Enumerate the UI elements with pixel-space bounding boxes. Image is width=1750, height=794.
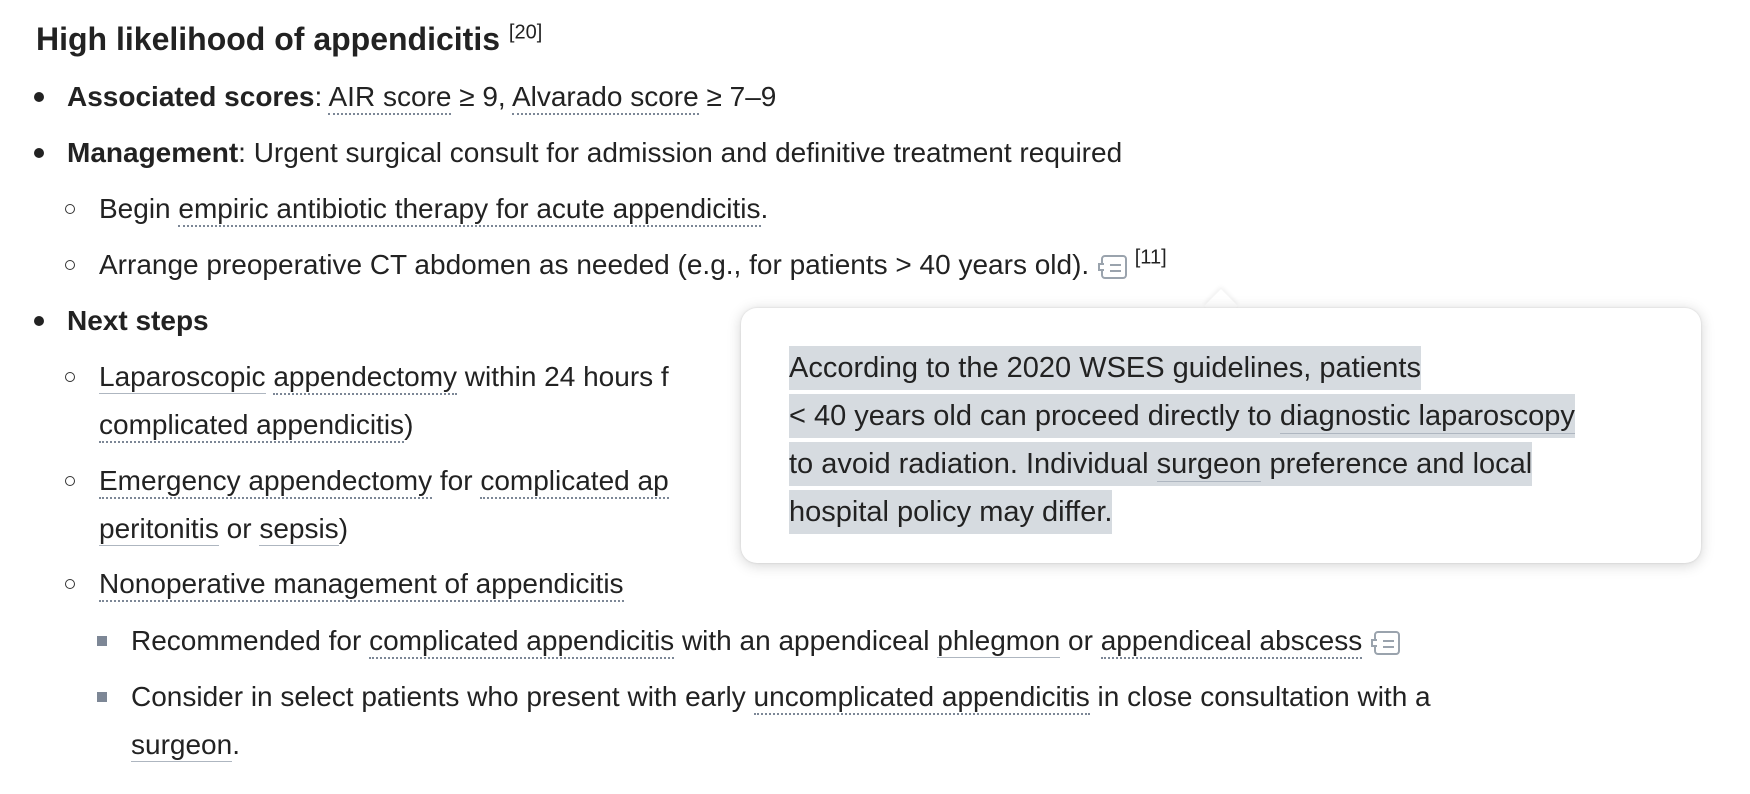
- popover-line-2-pre: < 40 years old can proceed directly to: [789, 400, 1280, 432]
- link-laparoscopic[interactable]: Laparoscopic: [99, 361, 266, 392]
- antibiotics-pre: Begin: [99, 193, 179, 224]
- link-complicated-appendicitis[interactable]: complicated ap: [480, 465, 668, 499]
- popover-line-3-post: preference and local: [1261, 448, 1533, 480]
- link-diagnostic-laparoscopy[interactable]: diagnostic laparoscopy: [1279, 400, 1575, 432]
- link-appendiceal-abscess[interactable]: appendiceal abscess: [1101, 625, 1363, 659]
- laparoscopic-text: within 24 hours f: [457, 361, 669, 392]
- link-air-score[interactable]: AIR score: [328, 81, 451, 115]
- popover-text: [789, 344, 1649, 536]
- heading-text: High likelihood of appendicitis: [36, 21, 501, 57]
- bullet-square: [97, 692, 107, 702]
- consider-pre: Consider in select patients who present with early: [131, 681, 754, 712]
- consider-post: in close consultation with a: [1089, 681, 1431, 712]
- section-heading: [36, 18, 542, 60]
- link-uncomplicated-appendicitis[interactable]: uncomplicated appendicitis: [754, 681, 1090, 715]
- consider-line2-post: .: [232, 729, 240, 760]
- link-peritonitis[interactable]: peritonitis: [99, 513, 219, 544]
- list-item-laparoscopic: [99, 353, 669, 401]
- link-appendectomy[interactable]: appendectomy: [273, 361, 457, 395]
- ct-abdomen-text: Arrange preoperative CT abdomen as needed (e.g., for patients > 40 years old).: [99, 249, 1090, 280]
- list-item-consider: [131, 673, 1431, 721]
- link-phlegmon[interactable]: phlegmon: [937, 625, 1061, 656]
- popover-line-1: According to the 2020 WSES guidelines, patients: [789, 346, 1421, 390]
- link-complicated-appendicitis[interactable]: complicated appendicitis: [99, 409, 404, 443]
- scores-label: Associated scores: [67, 81, 315, 112]
- reference-note-icon[interactable]: [1374, 631, 1400, 655]
- list-item-consider-line2: [131, 721, 240, 769]
- reference-popover: [741, 308, 1701, 563]
- list-item-emergency: [99, 457, 669, 505]
- bullet-circle: [65, 204, 75, 214]
- management-text: : Urgent surgical consult for admission and definitive treatment required: [238, 137, 1123, 168]
- list-item-recommended: [131, 617, 1400, 665]
- link-empiric-antibiotic-therapy[interactable]: empiric antibiotic therapy for acute appendicitis: [178, 193, 760, 227]
- scores-sep: :: [314, 81, 329, 112]
- recommended-or: or: [1060, 625, 1101, 656]
- management-label: Management: [67, 137, 239, 168]
- list-item-ct-abdomen: [99, 241, 1167, 289]
- bullet-circle: [65, 372, 75, 382]
- emergency-or: or: [218, 513, 260, 544]
- bullet-circle: [65, 579, 75, 589]
- heading-reference[interactable]: [20]: [508, 21, 543, 44]
- link-sepsis[interactable]: sepsis: [259, 513, 339, 544]
- laparoscopic-line2-post: ): [404, 409, 414, 440]
- bullet-circle: [65, 476, 75, 486]
- popover-line-3-pre: to avoid radiation. Individual: [789, 448, 1157, 480]
- air-value: ≥ 9,: [451, 81, 512, 112]
- list-item-scores: [67, 73, 776, 121]
- bullet-disc: [34, 148, 44, 158]
- ct-reference[interactable]: [11]: [1134, 246, 1167, 269]
- bullet-disc: [34, 316, 44, 326]
- emergency-text: for: [432, 465, 481, 496]
- link-emergency-appendectomy[interactable]: Emergency appendectomy: [99, 465, 432, 499]
- bullet-disc: [34, 92, 44, 102]
- recommended-mid: with an appendiceal: [674, 625, 938, 656]
- emergency-line2-post: ): [338, 513, 349, 544]
- antibiotics-post: .: [760, 193, 769, 224]
- list-item-antibiotics: [99, 185, 768, 233]
- popover-line-3: [789, 442, 1532, 486]
- link-alvarado-score[interactable]: Alvarado score: [512, 81, 699, 115]
- alvarado-value: ≥ 7–9: [698, 81, 777, 112]
- list-item-management: [67, 129, 1122, 177]
- bullet-square: [97, 636, 107, 646]
- popover-line-4: hospital policy may differ.: [789, 490, 1112, 534]
- list-item-next-steps: [67, 297, 209, 345]
- list-item-emergency-line2: [99, 505, 348, 553]
- link-surgeon[interactable]: surgeon: [1156, 448, 1262, 480]
- link-nonoperative-management[interactable]: Nonoperative management of appendicitis: [99, 568, 624, 602]
- next-steps-label: Next steps: [67, 305, 209, 336]
- reference-note-icon[interactable]: [1101, 255, 1127, 279]
- link-surgeon[interactable]: surgeon: [131, 729, 233, 760]
- list-item-laparoscopic-line2: [99, 401, 413, 449]
- recommended-pre: Recommended for: [131, 625, 370, 656]
- bullet-circle: [65, 260, 75, 270]
- list-item-nonoperative: [99, 560, 624, 608]
- link-complicated-appendicitis[interactable]: complicated appendicitis: [369, 625, 674, 659]
- popover-line-2: [789, 394, 1575, 438]
